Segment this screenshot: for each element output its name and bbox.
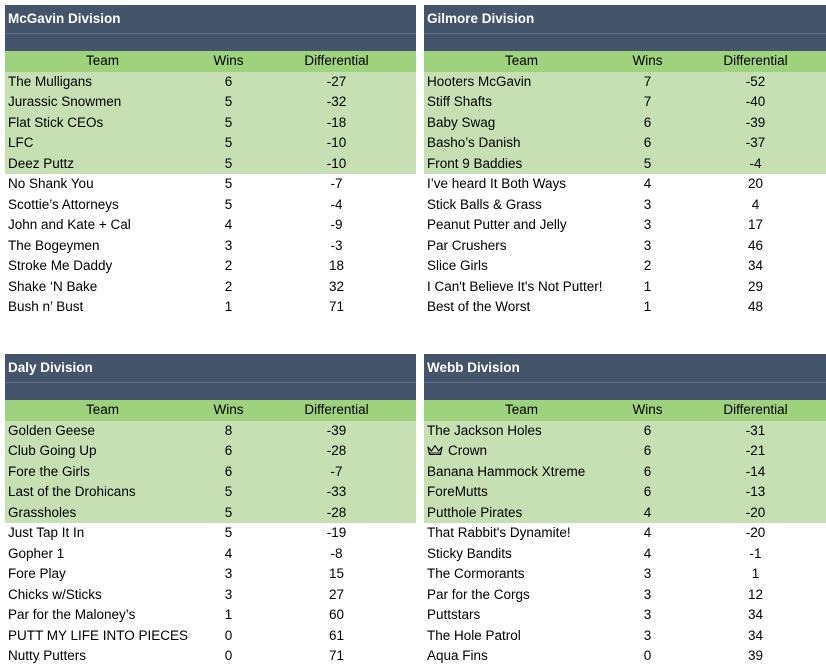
table-row [424, 523, 826, 544]
wins-cell: 6 [643, 135, 652, 150]
differential-cell: -7 [330, 176, 343, 191]
team-column-header: Team [504, 402, 538, 417]
team-name-cell [5, 482, 200, 503]
division-title: Webb Division [424, 354, 826, 382]
table-row [5, 544, 416, 565]
differential-cell: 34 [747, 258, 764, 273]
team-name: Jurassic Snowmen [8, 94, 122, 109]
wins-cell: 6 [643, 484, 652, 499]
differential-cell: -9 [330, 217, 343, 232]
wins-cell: 5 [643, 155, 652, 171]
wins-cell: 6 [224, 73, 233, 89]
table-row [424, 215, 826, 236]
column-header-row [424, 51, 826, 72]
differential-cell: 17 [747, 217, 764, 232]
table-row [424, 503, 826, 524]
division-header-band [424, 382, 826, 400]
table-row [424, 482, 826, 503]
team-name-cell [5, 646, 200, 667]
team-name: Bush n’ Bust [8, 299, 84, 314]
differential-cell: 1 [751, 566, 760, 581]
table-row [5, 195, 416, 216]
differential-cell: -20 [745, 525, 766, 540]
team-name: Putthole Pirates [427, 504, 523, 520]
team-name-cell [424, 154, 619, 175]
team-name-cell [424, 626, 619, 647]
differential-cell: -28 [326, 504, 347, 520]
differential-cell: 39 [747, 648, 764, 663]
differential-cell: 12 [747, 586, 764, 602]
wins-cell: 0 [224, 627, 233, 643]
team-name-cell [424, 195, 619, 216]
differential-cell: -31 [745, 422, 766, 438]
team-name: Just Tap It In [8, 525, 85, 540]
table-row [5, 421, 416, 442]
differential-cell: -10 [326, 135, 347, 150]
table-row [5, 174, 416, 195]
team-name-cell [5, 626, 200, 647]
division-table-gilmore [424, 5, 826, 318]
wins-cell: 3 [224, 237, 233, 253]
column-header-row [5, 51, 416, 72]
differential-cell: -4 [749, 155, 762, 171]
wins-cell: 6 [643, 463, 652, 479]
team-name: Grassholes [8, 504, 77, 520]
team-name-cell [5, 113, 200, 134]
wins-cell: 8 [224, 422, 233, 438]
table-row [424, 421, 826, 442]
differential-cell: -4 [330, 196, 343, 212]
table-row [5, 585, 416, 606]
team-name-cell [424, 441, 619, 462]
division-table-mcgavin [5, 5, 416, 318]
team-name: Front 9 Baddies [427, 155, 523, 171]
wins-cell: 1 [643, 278, 652, 294]
wins-cell: 5 [224, 525, 233, 540]
column-header-row [5, 400, 416, 421]
column-header-row [424, 400, 826, 421]
wins-cell: 5 [224, 135, 233, 150]
team-name: PUTT MY LIFE INTO PIECES [8, 627, 189, 643]
division-table-daly [5, 354, 416, 667]
table-row [424, 544, 826, 565]
team-name: Par for the Maloney’s [8, 607, 136, 622]
wins-cell: 4 [224, 217, 233, 232]
team-name: Last of the Drohicans [8, 484, 136, 499]
table-row [424, 564, 826, 585]
wins-cell: 3 [643, 237, 652, 253]
team-name: ForeMutts [427, 484, 488, 499]
table-row [5, 92, 416, 113]
team-name-cell [424, 72, 619, 93]
table-row [424, 113, 826, 134]
table-row [5, 236, 416, 257]
table-row [424, 441, 826, 462]
division-title: McGavin Division [5, 5, 416, 33]
differential-cell: 34 [747, 627, 764, 643]
differential-cell: -20 [745, 504, 766, 520]
differential-cell: 29 [747, 278, 764, 294]
differential-cell: 15 [328, 566, 345, 581]
team-name: I’ve heard It Both Ways [427, 176, 567, 191]
team-name: Slice Girls [427, 258, 488, 273]
wins-cell: 0 [224, 648, 233, 663]
team-name: Sticky Bandits [427, 545, 512, 561]
crown-icon [427, 442, 443, 454]
team-name-cell [424, 544, 619, 565]
team-name: Gopher 1 [8, 545, 65, 561]
differential-cell: 71 [328, 648, 345, 663]
differential-cell: -7 [330, 463, 343, 479]
division-header-band [5, 33, 416, 51]
differential-cell: -39 [326, 422, 347, 438]
differential-cell: 46 [747, 237, 764, 253]
differential-cell: 60 [328, 607, 345, 622]
team-name: Golden Geese [8, 422, 96, 438]
table-row [5, 441, 416, 462]
team-name-cell [5, 585, 200, 606]
wins-cell: 4 [643, 525, 652, 540]
team-name: Nutty Putters [8, 648, 87, 663]
team-name: No Shank You [8, 176, 94, 191]
wins-column-header: Wins [213, 402, 244, 417]
table-row [5, 256, 416, 277]
team-name: Stiff Shafts [427, 94, 493, 109]
team-name-cell [5, 256, 200, 277]
wins-cell: 3 [224, 566, 233, 581]
table-row [5, 503, 416, 524]
table-row [424, 462, 826, 483]
wins-cell: 2 [224, 278, 233, 294]
differential-cell: -27 [326, 73, 347, 89]
differential-column-header: Differential [723, 402, 788, 417]
table-row [424, 605, 826, 626]
differential-cell: -21 [745, 443, 766, 458]
team-name-cell [5, 503, 200, 524]
team-name-cell [5, 236, 200, 257]
team-name: Puttstars [427, 607, 481, 622]
team-name: The Mulligans [8, 73, 93, 89]
division-header-band [424, 33, 826, 51]
wins-cell: 5 [224, 114, 233, 130]
differential-cell: -39 [745, 114, 766, 130]
differential-column-header: Differential [304, 53, 369, 68]
team-name-cell [424, 92, 619, 113]
differential-cell: 34 [747, 607, 764, 622]
team-name: Stroke Me Daddy [8, 258, 113, 273]
team-name: Hooters McGavin [427, 73, 532, 89]
differential-cell: -3 [330, 237, 343, 253]
table-row [5, 133, 416, 154]
differential-column-header: Differential [304, 402, 369, 417]
differential-cell: -1 [749, 545, 762, 561]
table-row [424, 277, 826, 298]
team-name-cell [424, 236, 619, 257]
division-header-band [5, 382, 416, 400]
differential-cell: -37 [745, 135, 766, 150]
differential-cell: -40 [745, 94, 766, 109]
team-name: Par Crushers [427, 237, 507, 253]
team-name: Fore Play [8, 566, 66, 581]
team-column-header: Team [504, 53, 538, 68]
wins-cell: 7 [643, 94, 652, 109]
wins-cell: 5 [224, 196, 233, 212]
team-name: Fore the Girls [8, 463, 90, 479]
team-name: I Can't Believe It's Not Putter! [427, 278, 603, 294]
table-row [5, 523, 416, 544]
team-name-cell [424, 503, 619, 524]
differential-cell: -28 [326, 443, 347, 458]
team-name-cell [5, 174, 200, 195]
wins-cell: 7 [643, 73, 652, 89]
team-name: Baby Swag [427, 114, 496, 130]
differential-cell: -32 [326, 94, 347, 109]
table-row [5, 215, 416, 236]
table-row [5, 72, 416, 93]
differential-cell: 32 [328, 278, 345, 294]
team-name: That Rabbit's Dynamite! [427, 525, 571, 540]
table-row [5, 646, 416, 667]
team-name: Stick Balls & Grass [427, 196, 542, 212]
differential-cell: -19 [326, 525, 347, 540]
wins-cell: 6 [643, 443, 652, 458]
team-name: LFC [8, 135, 34, 150]
differential-cell: -33 [326, 484, 347, 499]
wins-cell: 6 [643, 114, 652, 130]
team-name: Chicks w/Sticks [8, 586, 102, 602]
differential-cell: 61 [328, 627, 345, 643]
table-row [424, 195, 826, 216]
team-name-cell [424, 113, 619, 134]
team-name-cell [424, 133, 619, 154]
wins-cell: 6 [643, 422, 652, 438]
team-name: Best of the Worst [427, 299, 531, 314]
wins-cell: 5 [224, 176, 233, 191]
team-name-cell [424, 482, 619, 503]
team-name-cell [5, 277, 200, 298]
differential-cell: -18 [326, 114, 347, 130]
team-name-cell [5, 605, 200, 626]
team-column-header: Team [85, 53, 119, 68]
team-name-cell [424, 585, 619, 606]
division-title: Gilmore Division [424, 5, 826, 33]
wins-cell: 3 [643, 566, 652, 581]
differential-cell: 20 [747, 176, 764, 191]
table-row [5, 462, 416, 483]
differential-cell: -10 [326, 155, 347, 171]
table-row [5, 297, 416, 318]
team-name-cell [5, 523, 200, 544]
table-row [424, 256, 826, 277]
team-name: Scottie’s Attorneys [8, 196, 119, 212]
table-row [424, 174, 826, 195]
team-name-cell [424, 523, 619, 544]
team-name: The Hole Patrol [427, 627, 521, 643]
team-name: Par for the Corgs [427, 586, 530, 602]
team-name-cell [5, 133, 200, 154]
wins-cell: 3 [224, 586, 233, 602]
team-name-cell [5, 564, 200, 585]
table-row [424, 236, 826, 257]
table-row [5, 113, 416, 134]
team-name: Banana Hammock Xtreme [427, 463, 586, 479]
team-name: The Bogeymen [8, 237, 100, 253]
wins-cell: 5 [224, 504, 233, 520]
wins-column-header: Wins [632, 53, 663, 68]
wins-cell: 2 [224, 258, 233, 273]
differential-cell: -52 [745, 73, 766, 89]
wins-cell: 5 [224, 155, 233, 171]
team-name-cell [5, 297, 200, 318]
wins-cell: 4 [224, 545, 233, 561]
team-name-cell [5, 462, 200, 483]
wins-cell: 0 [643, 648, 652, 663]
differential-cell: 18 [328, 258, 345, 273]
differential-cell: 71 [328, 299, 345, 314]
team-name-cell [5, 92, 200, 113]
team-name: Basho’s Danish [427, 135, 521, 150]
differential-cell: -8 [330, 545, 343, 561]
table-row [424, 92, 826, 113]
table-row [5, 154, 416, 175]
table-row [424, 72, 826, 93]
team-name: Shake ‘N Bake [8, 278, 98, 294]
wins-cell: 3 [643, 217, 652, 232]
team-name: Peanut Putter and Jelly [427, 217, 567, 232]
team-name-cell [424, 646, 619, 667]
wins-cell: 1 [224, 607, 233, 622]
team-name-cell [5, 215, 200, 236]
team-name: Aqua Fins [427, 648, 488, 663]
wins-cell: 1 [643, 299, 652, 314]
team-column-header: Team [85, 402, 119, 417]
division-table-webb [424, 354, 826, 667]
differential-cell: 48 [747, 299, 764, 314]
differential-cell: -13 [745, 484, 766, 499]
team-name-cell [5, 544, 200, 565]
table-row [424, 646, 826, 667]
table-row [424, 133, 826, 154]
differential-cell: 4 [751, 196, 760, 212]
division-title: Daly Division [5, 354, 416, 382]
table-row [5, 605, 416, 626]
table-row [424, 297, 826, 318]
team-name-cell [424, 462, 619, 483]
wins-cell: 6 [224, 443, 233, 458]
differential-cell: 27 [328, 586, 345, 602]
team-name: Flat Stick CEOs [8, 114, 104, 130]
wins-cell: 6 [224, 463, 233, 479]
wins-cell: 3 [643, 196, 652, 212]
wins-cell: 1 [224, 299, 233, 314]
team-name-cell [5, 441, 200, 462]
wins-cell: 3 [643, 607, 652, 622]
wins-column-header: Wins [632, 402, 663, 417]
team-name-cell [424, 564, 619, 585]
team-name-cell [424, 277, 619, 298]
team-name-cell [424, 297, 619, 318]
wins-cell: 4 [643, 504, 652, 520]
team-name: Crown [448, 443, 488, 458]
wins-cell: 4 [643, 176, 652, 191]
differential-cell: -14 [745, 463, 766, 479]
team-name-cell [424, 605, 619, 626]
team-name-cell [5, 72, 200, 93]
table-row [5, 626, 416, 647]
team-name-cell [5, 154, 200, 175]
wins-cell: 5 [224, 484, 233, 499]
table-row [424, 154, 826, 175]
team-name-cell [424, 256, 619, 277]
team-name-cell [424, 421, 619, 442]
table-row [424, 585, 826, 606]
table-row [5, 277, 416, 298]
wins-cell: 3 [643, 586, 652, 602]
team-name: John and Kate + Cal [8, 217, 131, 232]
team-name-cell [424, 215, 619, 236]
wins-cell: 5 [224, 94, 233, 109]
differential-column-header: Differential [723, 53, 788, 68]
wins-cell: 2 [643, 258, 652, 273]
team-name: Club Going Up [8, 443, 97, 458]
wins-cell: 4 [643, 545, 652, 561]
wins-cell: 3 [643, 627, 652, 643]
team-name-cell [5, 421, 200, 442]
table-row [5, 564, 416, 585]
team-name-cell [5, 195, 200, 216]
table-row [424, 626, 826, 647]
team-name: Deez Puttz [8, 155, 75, 171]
table-row [5, 482, 416, 503]
team-name: The Cormorants [427, 566, 525, 581]
wins-column-header: Wins [213, 53, 244, 68]
team-name: The Jackson Holes [427, 422, 542, 438]
team-name-cell [424, 174, 619, 195]
